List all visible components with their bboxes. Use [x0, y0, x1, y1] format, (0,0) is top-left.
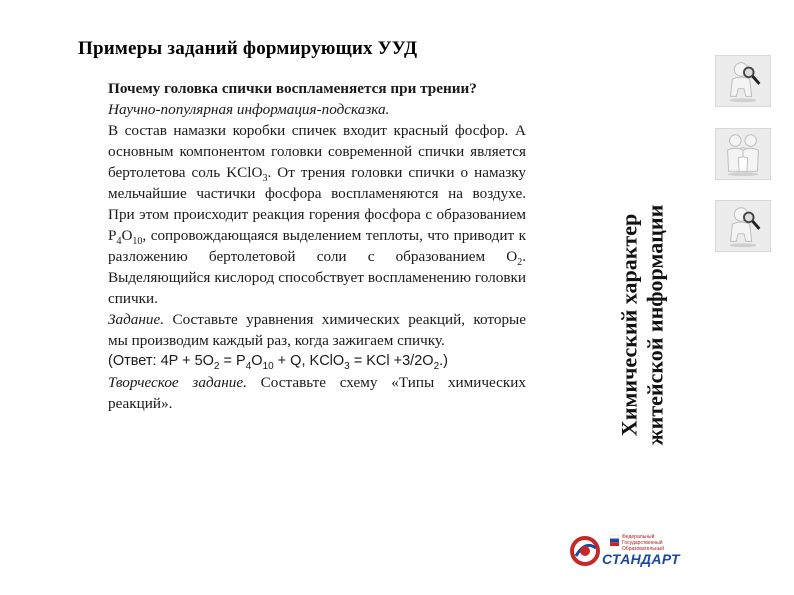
thumbnail-1 [715, 55, 771, 107]
slide-title: Примеры заданий формирующих УУД [78, 38, 418, 59]
document-body [108, 78, 526, 568]
magnifier-figure-icon [716, 56, 770, 106]
question-heading: Почему головка спички воспламеняется при трении? [108, 80, 477, 97]
hint-label: Научно-популярная информация-подсказка. [108, 101, 390, 118]
thumbnail-3 [715, 200, 771, 252]
creative-label: Творческое задание. [108, 374, 247, 391]
family-figures-icon [716, 129, 770, 179]
logo-small-text: Федеральный Государственный Образовательный [622, 534, 665, 552]
side-heading-line1: Химический характер [616, 213, 642, 437]
magnifier-figure-icon [716, 201, 770, 251]
logo-word: СТАНДАРТ [602, 551, 680, 567]
side-heading-line2: житейской информации [642, 204, 668, 446]
fgos-logo [570, 532, 690, 572]
info-paragraph: В состав намазки коробки спичек входит красный фосфор. А основным компонентом головки современной спички является бертолетова соль KClO$_3$. От трения головки спички о намазку мельчайшие частички фосфора воспламеняются на воздухе. При этом происходит реакция горения фосфора с образованием $P_4O_{10}$, сопровождающаяся выделением теплоты, что приводит к разложению бертолетовой соли с образованием $O_2$. Выделяющийся кислород способствует воспламенению головки спички. [108, 122, 526, 307]
answer-paragraph: (Ответ: $4P + 5O_2 = P_4O_{10} + Q$, KClO$_3$ = KCl $+3/2O_2$.) [108, 353, 448, 372]
task-label: Задание. [108, 311, 165, 328]
task-paragraph: Задание. Составьте уравнения химических реакций, которые мы производим каждый раз, когда зажигаем спичку. [108, 311, 526, 349]
flag-icon [610, 535, 619, 546]
fgos-emblem-icon [570, 536, 600, 566]
thumbnail-2 [715, 128, 771, 180]
creative-paragraph: Творческое задание. Составьте схему «Типы химических реакций». [108, 374, 526, 412]
side-heading [612, 150, 672, 500]
